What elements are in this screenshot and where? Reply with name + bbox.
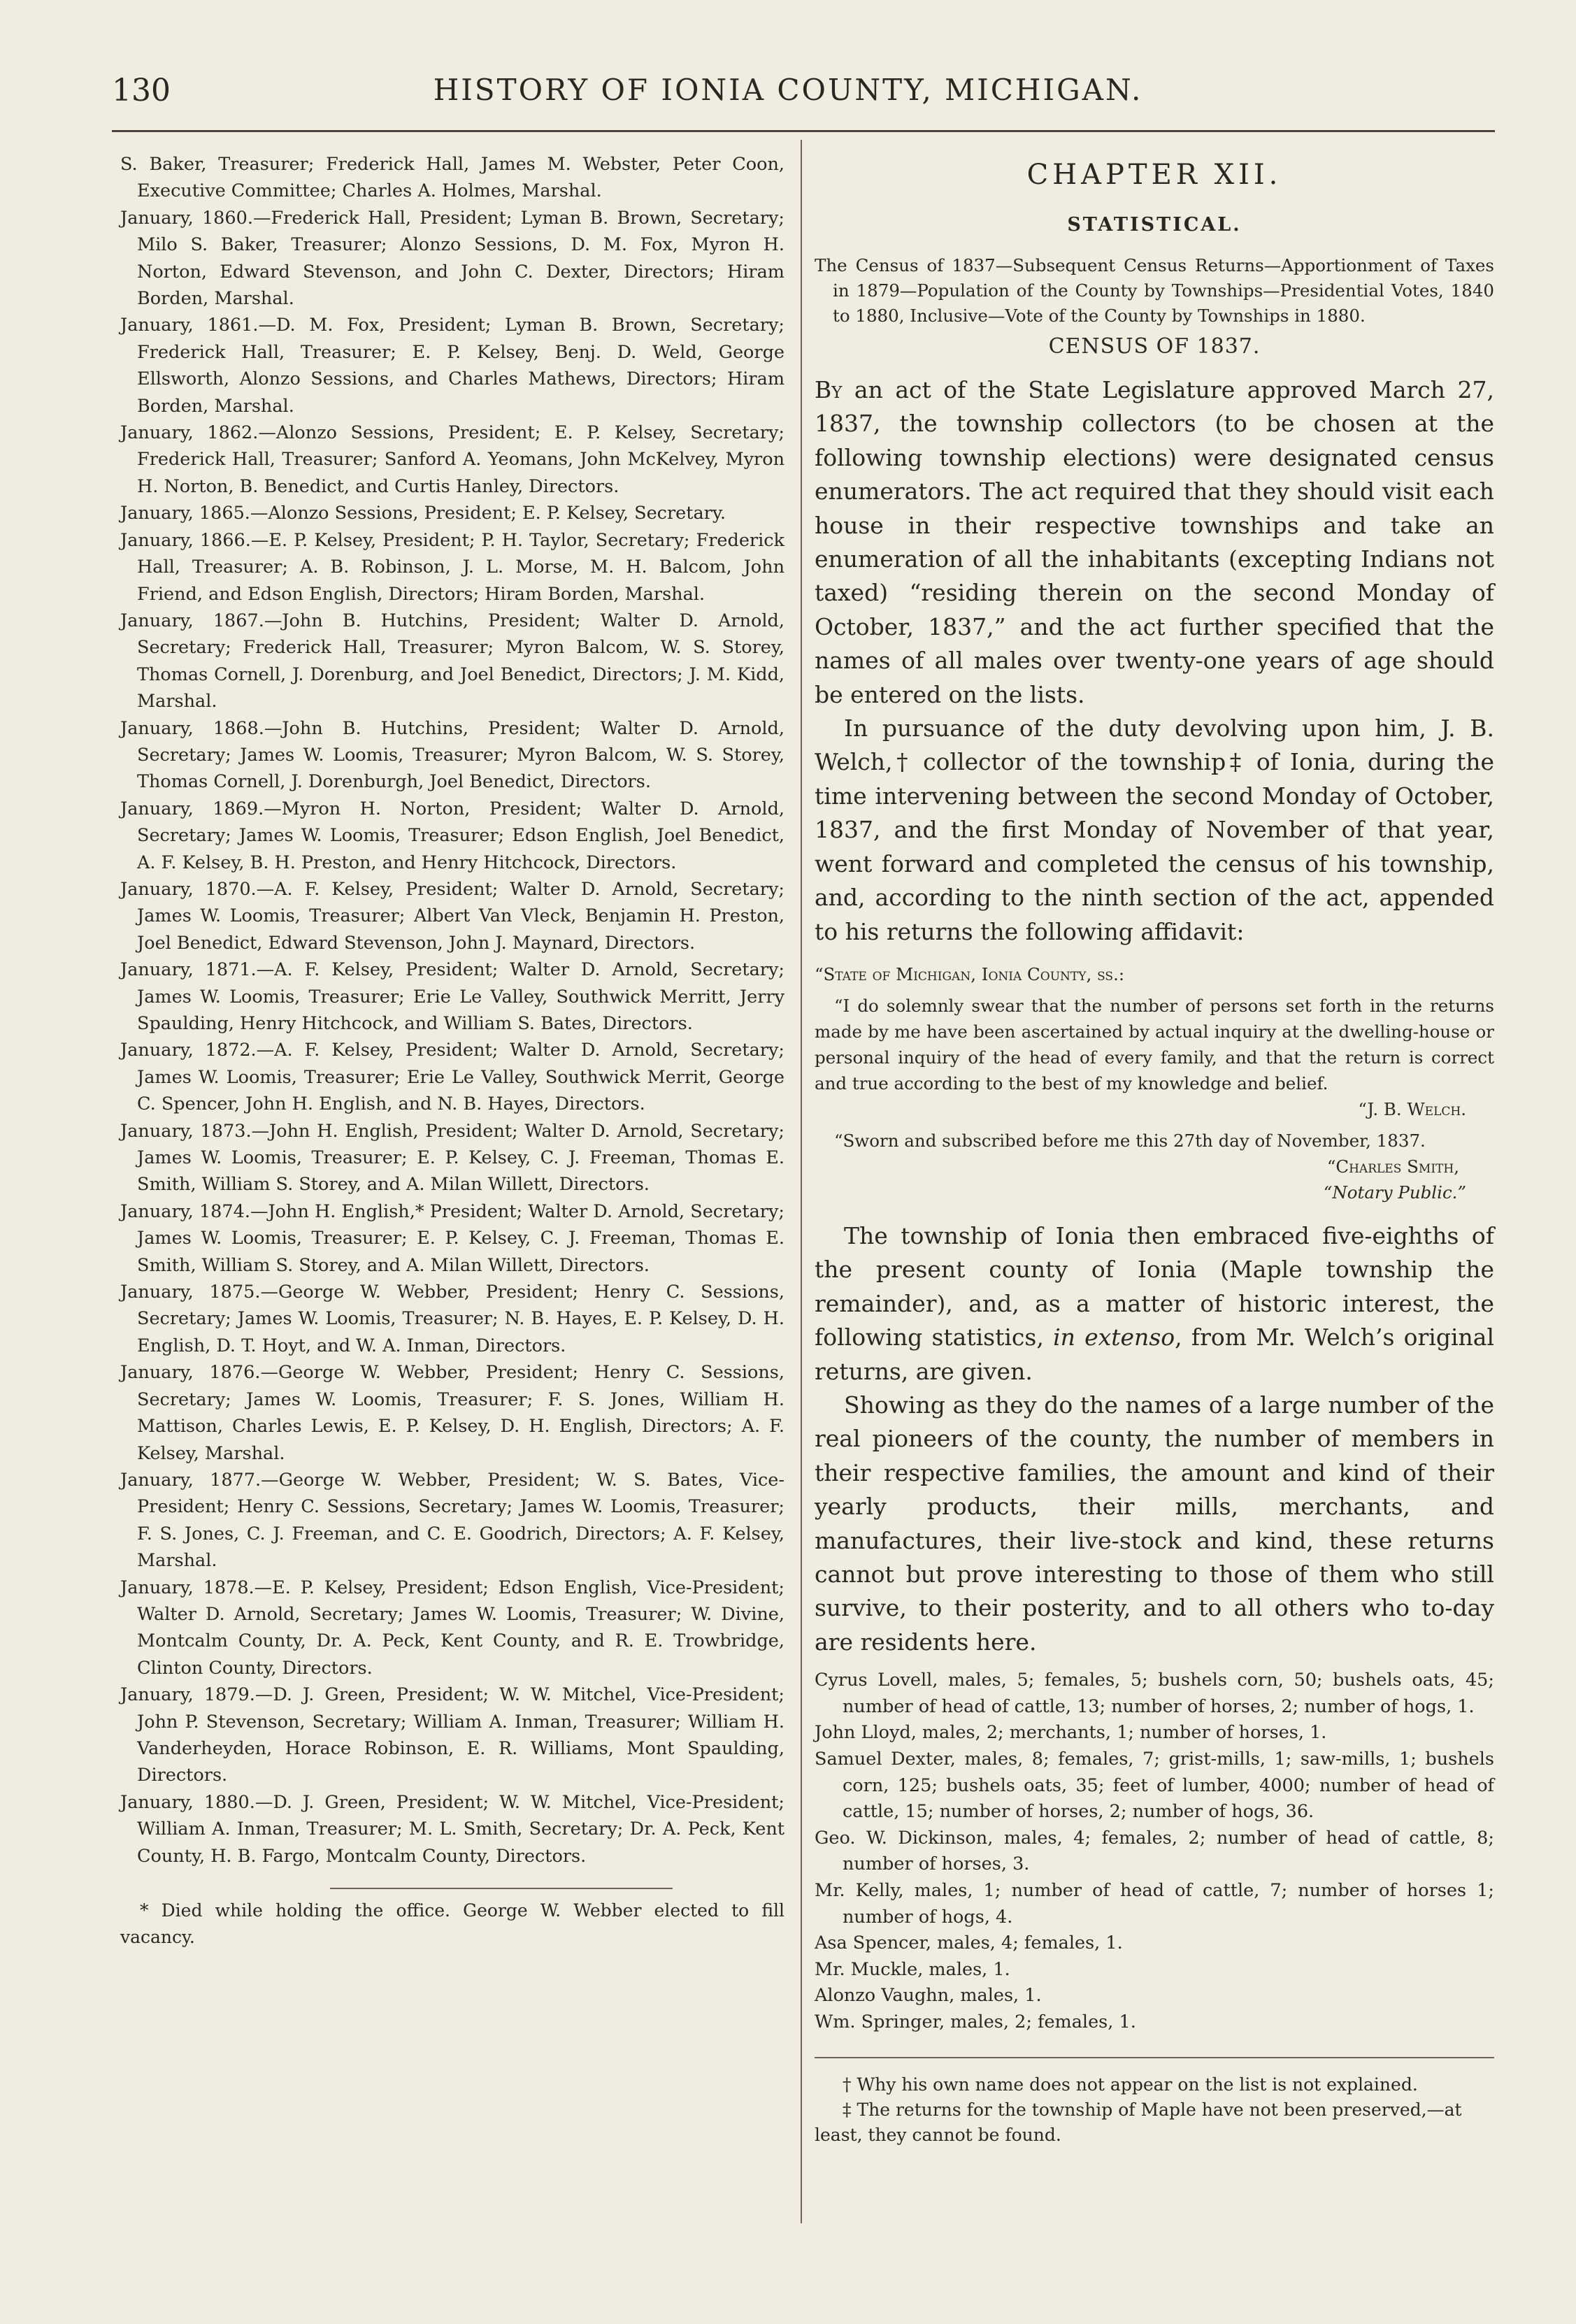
paragraph-3-italic: in extenso xyxy=(1053,1324,1175,1351)
page-header xyxy=(0,73,1576,115)
affidavit-oath: “I do solemnly swear that the number of persons set forth in the returns made by me have been ascertained by actual inquiry at the dwelling-house or personal inquiry of the head of every family, and that the return is correct and true according to the best of my knowledge and belief. xyxy=(815,995,1494,1093)
affidavit xyxy=(815,961,1494,1205)
column-divider xyxy=(801,140,802,2223)
header-rule xyxy=(112,130,1495,132)
section-heading: CENSUS OF 1837. xyxy=(1048,334,1261,359)
officer-entry: January, 1875.—George W. Webber, President; Henry C. Sessions, Secretary; James W. Loomis, Treasurer; N. B. Hayes, E. P. Kelsey, D. H. English, D. T. Hoyt, and W. A. Inman, Directors. xyxy=(120,1282,785,1356)
paragraph-4: Showing as they do the names of a large number of the real pioneers of the county, the number of members in their respective families, the amount and kind of their yearly products, their mills, merchants, and manufactures, their live-stock and kind, these returns cannot but prove interesting to those of them who still survive, to their posterity, and to all others who to-day are residents here. xyxy=(815,1391,1494,1656)
affidavit-state-line: “State of Michigan, Ionia County, ss.: xyxy=(815,963,1125,984)
officer-entry: January, 1862.—Alonzo Sessions, President; E. P. Kelsey, Secretary; Frederick Hall, Treasurer; Sanford A. Yeomans, John McKelvey, Myron H. Norton, B. Benedict, and Curtis Hanley, Directors. xyxy=(120,422,785,497)
officer-entry: January, 1868.—John B. Hutchins, President; Walter D. Arnold, Secretary; James W. Loomis, Treasurer; Myron Balcom, W. S. Storey, Thomas Cornell, J. Dorenburgh, Joel Benedict, Directors. xyxy=(120,717,785,793)
census-entry: Alonzo Vaughn, males, 1. xyxy=(815,1985,1042,2007)
affidavit-signature: “J. B. Welch. xyxy=(1358,1098,1466,1119)
footnote-rule xyxy=(330,1888,673,1889)
officer-entry: January, 1869.—Myron H. Norton, President; Walter D. Arnold, Secretary; James W. Loomis, Treasurer; Edson English, Joel Benedict, A. F. Kelsey, B. H. Preston, and Henry Hitchcock, Directors. xyxy=(120,798,785,873)
census-entry: Geo. W. Dickinson, males, 4; females, 2; number of head of cattle, 8; number of horses, 3. xyxy=(815,1827,1494,1875)
officer-entry: January, 1880.—D. J. Green, President; W. W. Mitchel, Vice-President; William A. Inman, Treasurer; M. L. Smith, Secretary; Dr. A. Peck, Kent County, H. B. Fargo, Montcalm County, Directors. xyxy=(120,1791,785,1867)
chapter-subtitle: STATISTICAL. xyxy=(1067,214,1242,236)
chapter-synopsis: The Census of 1837—Subsequent Census Returns—Apportionment of Taxes in 1879—Population of the County by Townships—Presidential Votes, 1840 to 1880, Inclusive—Vote of the County by Townships in 1880. xyxy=(815,255,1494,326)
right-footnote-rule xyxy=(815,2057,1494,2058)
officer-entry: January, 1860.—Frederick Hall, President; Lyman B. Brown, Secretary; Milo S. Baker, Treasurer; Alonzo Sessions, D. M. Fox, Myron H. Norton, Edward Stevenson, and John C. Dexter, Directors; Hiram Borden, Marshal. xyxy=(120,207,785,310)
census-list xyxy=(815,1667,1494,2035)
right-column xyxy=(815,157,1494,2148)
page-number: 130 xyxy=(112,73,171,108)
left-footnote: * Died while holding the office. George W. Webber elected to fill vacancy. xyxy=(120,1900,785,1947)
paragraph-3-text: The township of Ionia then embraced five-eighths of the present county of Ionia (Maple township the remainder), and, as a matter of historic interest, the following statistics, xyxy=(815,1221,1494,1351)
running-title: HISTORY OF IONIA COUNTY, MICHIGAN. xyxy=(433,73,1143,107)
officer-entry: January, 1870.—A. F. Kelsey, President; Walter D. Arnold, Secretary; James W. Loomis, Treasurer; Albert Van Vleck, Benjamin H. Preston, Joel Benedict, Edward Stevenson, John J. Maynard, Directors. xyxy=(120,878,785,954)
chapter-heading: CHAPTER XII. xyxy=(1026,159,1282,191)
paragraph-3-end: , from Mr. Welch’s original returns, are given. xyxy=(815,1324,1494,1385)
officer-entry: January, 1877.—George W. Webber, President; W. S. Bates, Vice-President; Henry C. Sessions, Secretary; James W. Loomis, Treasurer; F. S. Jones, C. J. Freeman, and C. E. Goodrich, Directors; A. F. Kelsey, Marshal. xyxy=(120,1469,785,1572)
officer-entry: January, 1865.—Alonzo Sessions, President; E. P. Kelsey, Secretary. xyxy=(120,503,726,524)
census-entry: Mr. Muckle, males, 1. xyxy=(815,1958,1010,1980)
notary-title: “Notary Public.” xyxy=(1323,1182,1466,1203)
officer-entry: January, 1866.—E. P. Kelsey, President; P. H. Taylor, Secretary; Frederick Hall, Treasurer; A. B. Robinson, J. L. Morse, M. H. Balcom, John Friend, and Edson English, Directors; Hiram Borden, Marshal. xyxy=(120,529,785,605)
census-entry: Wm. Springer, males, 2; females, 1. xyxy=(815,2011,1136,2032)
census-entry: Asa Spencer, males, 4; females, 1. xyxy=(815,1932,1123,1954)
paragraph-3 xyxy=(815,1219,1494,1389)
paragraph-1-text: an act of the State Legislature approved March 27, 1837, the township collectors (to be chosen at the following township elections) were designated census enumerators. The act required that they should visit each house in their respective townships and take an enumeration of all the inhabitants (excepting Indians not taxed) “residing therein on the second Monday of October, 1837,” and the act further specified that the names of all males over twenty-one years of age should be entered on the lists. xyxy=(815,376,1494,708)
officer-entry: S. Baker, Treasurer; Frederick Hall, James M. Webster, Peter Coon, Executive Committee; Charles A. Holmes, Marshal. xyxy=(120,154,785,202)
officer-entry: January, 1878.—E. P. Kelsey, President; Edson English, Vice-President; Walter D. Arnold, Secretary; James W. Loomis, Treasurer; W. Divine, Montcalm County, Dr. A. Peck, Kent County, and R. E. Trowbridge, Clinton County, Directors. xyxy=(120,1577,785,1679)
census-entry: Cyrus Lovell, males, 5; females, 5; bushels corn, 50; bushels oats, 45; number of head of cattle, 13; number of horses, 2; number of hogs, 1. xyxy=(815,1670,1494,1717)
lead-word: By xyxy=(815,376,843,403)
officer-entry: January, 1861.—D. M. Fox, President; Lyman B. Brown, Secretary; Frederick Hall, Treasurer; E. P. Kelsey, Benj. D. Weld, George Ellsworth, Alonzo Sessions, and Charles Mathews, Directors; Hiram Borden, Marshal. xyxy=(120,315,785,417)
officer-entry: January, 1873.—John H. English, President; Walter D. Arnold, Secretary; James W. Loomis, Treasurer; E. P. Kelsey, C. J. Freeman, Thomas E. Smith, William S. Storey, and A. Milan Willett, Directors. xyxy=(120,1120,785,1196)
footnote-dagger: † Why his own name does not appear on the list is not explained. xyxy=(843,2074,1418,2095)
census-entry: Mr. Kelly, males, 1; number of head of cattle, 7; number of horses 1; number of hogs, 4. xyxy=(815,1879,1494,1928)
paragraph-1 xyxy=(815,373,1494,712)
census-entry: Samuel Dexter, males, 8; females, 7; grist-mills, 1; saw-mills, 1; bushels corn, 125; bushels oats, 35; feet of lumber, 4000; number of head of cattle, 15; number of horses, 2; number of hogs, 36. xyxy=(815,1748,1494,1823)
affidavit-sworn: “Sworn and subscribed before me this 27th day of November, 1837. xyxy=(834,1130,1426,1151)
officer-entry: January, 1876.—George W. Webber, President; Henry C. Sessions, Secretary; James W. Loomis, Treasurer; F. S. Jones, William H. Mattison, Charles Lewis, E. P. Kelsey, D. H. English, Directors; A. F. Kelsey, Marshal. xyxy=(120,1362,785,1464)
officer-entry: January, 1872.—A. F. Kelsey, President; Walter D. Arnold, Secretary; James W. Loomis, Treasurer; Erie Le Valley, Southwick Merrit, George C. Spencer, John H. English, and N. B. Hayes, Directors. xyxy=(120,1040,785,1115)
officer-entry: January, 1867.—John B. Hutchins, President; Walter D. Arnold, Secretary; Frederick Hall, Treasurer; Myron Balcom, W. S. Storey, Thomas Cornell, J. Dorenburg, and Joel Benedict, Directors; J. M. Kidd, Marshal. xyxy=(120,610,785,712)
notary-name: “Charles Smith, xyxy=(1326,1156,1459,1177)
census-entry: John Lloyd, males, 2; merchants, 1; number of horses, 1. xyxy=(815,1722,1327,1744)
officer-entry: January, 1871.—A. F. Kelsey, President; Walter D. Arnold, Secretary; James W. Loomis, Treasurer; Erie Le Valley, Southwick Merritt, Jerry Spaulding, Henry Hitchcock, and William S. Bates, Directors. xyxy=(120,959,785,1034)
right-footnotes xyxy=(815,2072,1494,2148)
officer-entry: January, 1874.—John H. English,* President; Walter D. Arnold, Secretary; James W. Loomis, Treasurer; E. P. Kelsey, C. J. Freeman, Thomas E. Smith, William S. Storey, and A. Milan Willett, Directors. xyxy=(120,1200,785,1276)
officer-entry: January, 1879.—D. J. Green, President; W. W. Mitchel, Vice-President; John P. Stevenson, Secretary; William A. Inman, Treasurer; William H. Vanderheyden, Horace Robinson, E. R. Williams, Mont Spaulding, Directors. xyxy=(120,1684,785,1786)
footnote-double-dagger: ‡ The returns for the township of Maple have not been preserved,—at least, they cannot be found. xyxy=(815,2099,1462,2145)
paragraph-2: In pursuance of the duty devolving upon him, J. B. Welch,† collector of the township‡ of Ionia, during the time intervening between the second Monday of October, 1837, and the first Monday of November of that year, went forward and completed the census of his township, and, according to the ninth section of the act, appended to his returns the following affidavit: xyxy=(815,715,1494,945)
left-column xyxy=(120,151,785,1951)
